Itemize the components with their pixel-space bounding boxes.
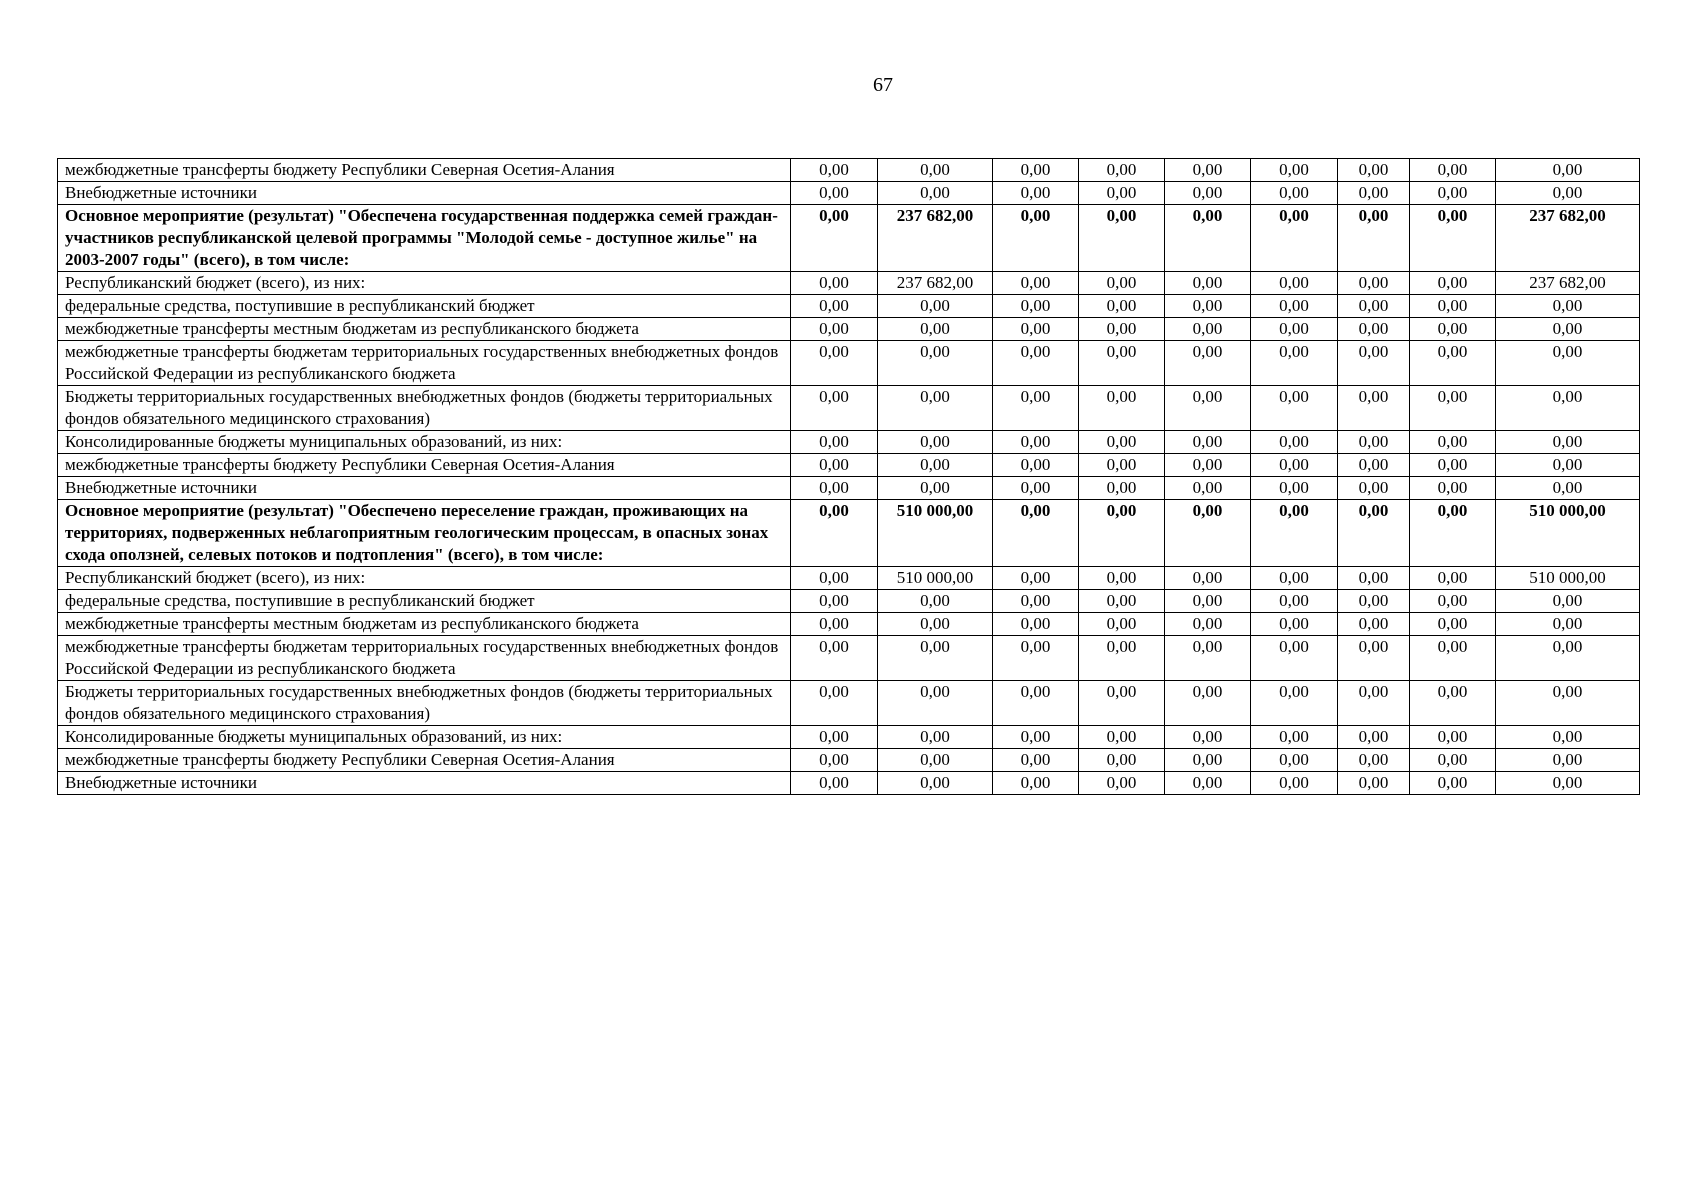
value-cell: 0,00	[1410, 477, 1496, 500]
value-cell: 0,00	[1338, 749, 1410, 772]
table-row	[58, 636, 1640, 681]
table-row	[58, 477, 1640, 500]
value-cell: 0,00	[993, 636, 1079, 681]
value-cell: 0,00	[878, 613, 993, 636]
table-row	[58, 318, 1640, 341]
value-cell: 0,00	[1251, 205, 1338, 272]
value-cell: 0,00	[993, 318, 1079, 341]
value-cell: 0,00	[1251, 431, 1338, 454]
page-number: 67	[873, 74, 893, 96]
value-cell: 0,00	[1496, 341, 1640, 386]
value-cell: 0,00	[1079, 182, 1165, 205]
value-cell: 0,00	[1079, 454, 1165, 477]
value-cell: 0,00	[878, 386, 993, 431]
value-cell: 0,00	[1079, 431, 1165, 454]
value-cell: 0,00	[1496, 431, 1640, 454]
value-cell: 0,00	[993, 681, 1079, 726]
value-cell: 0,00	[1496, 681, 1640, 726]
value-cell: 0,00	[878, 159, 993, 182]
value-cell: 237 682,00	[1496, 272, 1640, 295]
row-label-cell: Республиканский бюджет (всего), из них:	[58, 272, 791, 295]
row-label-cell: Консолидированные бюджеты муниципальных образований, из них:	[58, 431, 791, 454]
table-row	[58, 590, 1640, 613]
row-label-cell: межбюджетные трансферты бюджету Республики Северная Осетия-Алания	[58, 749, 791, 772]
row-label-cell: межбюджетные трансферты бюджету Республики Северная Осетия-Алания	[58, 159, 791, 182]
value-cell: 0,00	[1251, 341, 1338, 386]
value-cell: 0,00	[1496, 636, 1640, 681]
value-cell: 0,00	[993, 590, 1079, 613]
value-cell: 0,00	[791, 318, 878, 341]
row-label-cell: Внебюджетные источники	[58, 772, 791, 795]
value-cell: 0,00	[1165, 159, 1251, 182]
value-cell: 0,00	[1165, 295, 1251, 318]
value-cell: 0,00	[1251, 386, 1338, 431]
table-row	[58, 772, 1640, 795]
value-cell: 0,00	[1338, 182, 1410, 205]
value-cell: 0,00	[878, 636, 993, 681]
value-cell: 0,00	[1496, 454, 1640, 477]
value-cell: 0,00	[878, 454, 993, 477]
row-label-cell: Внебюджетные источники	[58, 477, 791, 500]
value-cell: 0,00	[1165, 205, 1251, 272]
value-cell: 0,00	[1410, 500, 1496, 567]
value-cell: 0,00	[878, 590, 993, 613]
value-cell: 0,00	[791, 590, 878, 613]
value-cell: 0,00	[1079, 590, 1165, 613]
value-cell: 0,00	[791, 205, 878, 272]
value-cell: 0,00	[791, 726, 878, 749]
value-cell: 0,00	[1338, 454, 1410, 477]
value-cell: 0,00	[1165, 431, 1251, 454]
value-cell: 0,00	[1165, 272, 1251, 295]
value-cell: 0,00	[1251, 318, 1338, 341]
value-cell: 0,00	[1079, 295, 1165, 318]
value-cell: 0,00	[1338, 386, 1410, 431]
table-row	[58, 431, 1640, 454]
value-cell: 0,00	[993, 295, 1079, 318]
value-cell: 0,00	[1079, 500, 1165, 567]
value-cell: 0,00	[791, 749, 878, 772]
value-cell: 0,00	[1079, 272, 1165, 295]
value-cell: 0,00	[1410, 772, 1496, 795]
value-cell: 0,00	[1251, 681, 1338, 726]
value-cell: 0,00	[993, 477, 1079, 500]
table-row	[58, 272, 1640, 295]
value-cell: 0,00	[1251, 295, 1338, 318]
value-cell: 0,00	[1338, 205, 1410, 272]
table-row	[58, 341, 1640, 386]
value-cell: 0,00	[791, 772, 878, 795]
value-cell: 0,00	[1410, 726, 1496, 749]
value-cell: 0,00	[878, 477, 993, 500]
value-cell: 0,00	[1338, 295, 1410, 318]
value-cell: 0,00	[1165, 182, 1251, 205]
value-cell: 0,00	[1079, 772, 1165, 795]
value-cell: 0,00	[1251, 636, 1338, 681]
row-label-cell: Республиканский бюджет (всего), из них:	[58, 567, 791, 590]
table-row	[58, 726, 1640, 749]
value-cell: 0,00	[1251, 613, 1338, 636]
value-cell: 0,00	[791, 295, 878, 318]
value-cell: 0,00	[1338, 477, 1410, 500]
value-cell: 0,00	[791, 477, 878, 500]
value-cell: 0,00	[1338, 590, 1410, 613]
value-cell: 0,00	[791, 272, 878, 295]
value-cell: 0,00	[993, 454, 1079, 477]
value-cell: 0,00	[1165, 590, 1251, 613]
value-cell: 0,00	[1165, 318, 1251, 341]
value-cell: 0,00	[1251, 159, 1338, 182]
value-cell: 0,00	[1251, 726, 1338, 749]
budget-table	[57, 158, 1640, 795]
value-cell: 0,00	[993, 726, 1079, 749]
value-cell: 0,00	[1338, 431, 1410, 454]
row-label-cell: Внебюджетные источники	[58, 182, 791, 205]
value-cell: 0,00	[1079, 681, 1165, 726]
value-cell: 0,00	[1338, 318, 1410, 341]
value-cell: 0,00	[1410, 295, 1496, 318]
value-cell: 0,00	[878, 341, 993, 386]
table-row	[58, 454, 1640, 477]
value-cell: 0,00	[1251, 272, 1338, 295]
value-cell: 0,00	[1079, 636, 1165, 681]
value-cell: 0,00	[1496, 726, 1640, 749]
value-cell: 0,00	[1410, 272, 1496, 295]
value-cell: 0,00	[993, 567, 1079, 590]
value-cell: 0,00	[993, 159, 1079, 182]
value-cell: 0,00	[1496, 159, 1640, 182]
value-cell: 0,00	[1165, 386, 1251, 431]
value-cell: 0,00	[1338, 159, 1410, 182]
value-cell: 0,00	[791, 681, 878, 726]
value-cell: 0,00	[1338, 772, 1410, 795]
row-label-cell: межбюджетные трансферты бюджетам территориальных государственных внебюджетных фондов Российской Федерации из республиканского бюджета	[58, 341, 791, 386]
value-cell: 0,00	[1496, 772, 1640, 795]
value-cell: 0,00	[1410, 341, 1496, 386]
value-cell: 0,00	[1165, 681, 1251, 726]
value-cell: 0,00	[1410, 567, 1496, 590]
value-cell: 0,00	[1410, 454, 1496, 477]
table-row	[58, 749, 1640, 772]
value-cell: 0,00	[1410, 182, 1496, 205]
value-cell: 0,00	[993, 205, 1079, 272]
value-cell: 0,00	[1165, 341, 1251, 386]
row-label-cell: межбюджетные трансферты местным бюджетам из республиканского бюджета	[58, 613, 791, 636]
value-cell: 0,00	[1496, 749, 1640, 772]
row-label-cell: Бюджеты территориальных государственных внебюджетных фондов (бюджеты территориальных фондов обязательного медицинского страхования)	[58, 386, 791, 431]
value-cell: 0,00	[1251, 567, 1338, 590]
value-cell: 0,00	[1165, 567, 1251, 590]
value-cell: 0,00	[993, 500, 1079, 567]
value-cell: 0,00	[1496, 318, 1640, 341]
value-cell: 0,00	[1079, 386, 1165, 431]
row-label-cell: межбюджетные трансферты бюджетам территориальных государственных внебюджетных фондов Российской Федерации из республиканского бюджета	[58, 636, 791, 681]
value-cell: 0,00	[1251, 772, 1338, 795]
table-row-activity	[58, 500, 1640, 567]
value-cell: 0,00	[791, 386, 878, 431]
value-cell: 0,00	[1338, 726, 1410, 749]
row-label-cell: Бюджеты территориальных государственных внебюджетных фондов (бюджеты территориальных фондов обязательного медицинского страхования)	[58, 681, 791, 726]
value-cell: 0,00	[1251, 749, 1338, 772]
value-cell: 0,00	[1079, 318, 1165, 341]
value-cell: 0,00	[1079, 341, 1165, 386]
value-cell: 0,00	[878, 318, 993, 341]
table-row	[58, 159, 1640, 182]
value-cell: 0,00	[1410, 318, 1496, 341]
value-cell: 0,00	[1079, 205, 1165, 272]
value-cell: 0,00	[878, 182, 993, 205]
value-cell: 0,00	[993, 182, 1079, 205]
value-cell: 0,00	[1165, 726, 1251, 749]
value-cell: 0,00	[1410, 159, 1496, 182]
value-cell: 0,00	[993, 272, 1079, 295]
value-cell: 0,00	[1079, 726, 1165, 749]
value-cell: 0,00	[1251, 590, 1338, 613]
value-cell: 0,00	[878, 749, 993, 772]
value-cell: 0,00	[993, 386, 1079, 431]
value-cell: 0,00	[1496, 477, 1640, 500]
value-cell: 0,00	[1338, 500, 1410, 567]
value-cell: 510 000,00	[1496, 500, 1640, 567]
value-cell: 0,00	[1165, 636, 1251, 681]
value-cell: 0,00	[791, 500, 878, 567]
value-cell: 0,00	[1338, 567, 1410, 590]
value-cell: 0,00	[878, 431, 993, 454]
value-cell: 0,00	[1251, 500, 1338, 567]
value-cell: 237 682,00	[878, 205, 993, 272]
value-cell: 0,00	[878, 772, 993, 795]
value-cell: 0,00	[1496, 590, 1640, 613]
value-cell: 0,00	[1338, 272, 1410, 295]
value-cell: 0,00	[1251, 454, 1338, 477]
value-cell: 0,00	[1165, 500, 1251, 567]
value-cell: 0,00	[791, 341, 878, 386]
value-cell: 0,00	[1410, 613, 1496, 636]
budget-table-body	[58, 159, 1640, 795]
value-cell: 510 000,00	[878, 567, 993, 590]
value-cell: 0,00	[1079, 567, 1165, 590]
value-cell: 0,00	[1165, 613, 1251, 636]
value-cell: 0,00	[1165, 749, 1251, 772]
value-cell: 0,00	[1496, 613, 1640, 636]
value-cell: 0,00	[993, 341, 1079, 386]
value-cell: 0,00	[1165, 772, 1251, 795]
value-cell: 0,00	[1496, 295, 1640, 318]
value-cell: 0,00	[1079, 159, 1165, 182]
table-row	[58, 613, 1640, 636]
value-cell: 237 682,00	[1496, 205, 1640, 272]
value-cell: 0,00	[878, 681, 993, 726]
row-label-cell: Основное мероприятие (результат) "Обеспечено переселение граждан, проживающих на территориях, подверженных неблагоприятным геологическим процессам, в опасных зонах схода оползней, селевых потоков и подтопления" (всего), в том числе:	[58, 500, 791, 567]
value-cell: 0,00	[1079, 477, 1165, 500]
value-cell: 0,00	[1251, 477, 1338, 500]
table-row	[58, 567, 1640, 590]
value-cell: 0,00	[791, 613, 878, 636]
value-cell: 0,00	[1338, 636, 1410, 681]
value-cell: 0,00	[993, 749, 1079, 772]
value-cell: 510 000,00	[878, 500, 993, 567]
value-cell: 237 682,00	[878, 272, 993, 295]
value-cell: 0,00	[1079, 749, 1165, 772]
row-label-cell: межбюджетные трансферты бюджету Республики Северная Осетия-Алания	[58, 454, 791, 477]
value-cell: 0,00	[993, 613, 1079, 636]
table-row	[58, 182, 1640, 205]
table-row	[58, 295, 1640, 318]
value-cell: 0,00	[1338, 341, 1410, 386]
value-cell: 0,00	[993, 772, 1079, 795]
row-label-cell: Консолидированные бюджеты муниципальных образований, из них:	[58, 726, 791, 749]
row-label-cell: федеральные средства, поступившие в республиканский бюджет	[58, 590, 791, 613]
value-cell: 0,00	[791, 159, 878, 182]
value-cell: 0,00	[1338, 613, 1410, 636]
value-cell: 0,00	[878, 295, 993, 318]
row-label-cell: межбюджетные трансферты местным бюджетам из республиканского бюджета	[58, 318, 791, 341]
value-cell: 0,00	[1079, 613, 1165, 636]
row-label-cell: федеральные средства, поступившие в республиканский бюджет	[58, 295, 791, 318]
value-cell: 0,00	[1410, 205, 1496, 272]
value-cell: 0,00	[791, 636, 878, 681]
table-row	[58, 681, 1640, 726]
value-cell: 0,00	[1410, 386, 1496, 431]
value-cell: 0,00	[791, 567, 878, 590]
value-cell: 0,00	[1410, 681, 1496, 726]
value-cell: 0,00	[878, 726, 993, 749]
value-cell: 0,00	[1410, 431, 1496, 454]
value-cell: 0,00	[1496, 182, 1640, 205]
value-cell: 0,00	[791, 431, 878, 454]
value-cell: 0,00	[1165, 454, 1251, 477]
value-cell: 0,00	[1338, 681, 1410, 726]
table-row	[58, 386, 1640, 431]
value-cell: 0,00	[1410, 590, 1496, 613]
table-row-activity	[58, 205, 1640, 272]
value-cell: 0,00	[1410, 749, 1496, 772]
value-cell: 0,00	[1496, 386, 1640, 431]
value-cell: 0,00	[791, 182, 878, 205]
value-cell: 0,00	[1410, 636, 1496, 681]
value-cell: 510 000,00	[1496, 567, 1640, 590]
value-cell: 0,00	[993, 431, 1079, 454]
value-cell: 0,00	[1165, 477, 1251, 500]
row-label-cell: Основное мероприятие (результат) "Обеспечена государственная поддержка семей граждан-участников республиканской целевой программы "Молодой семье - доступное жилье" на 2003-2007 годы" (всего), в том числе:	[58, 205, 791, 272]
value-cell: 0,00	[1251, 182, 1338, 205]
value-cell: 0,00	[791, 454, 878, 477]
